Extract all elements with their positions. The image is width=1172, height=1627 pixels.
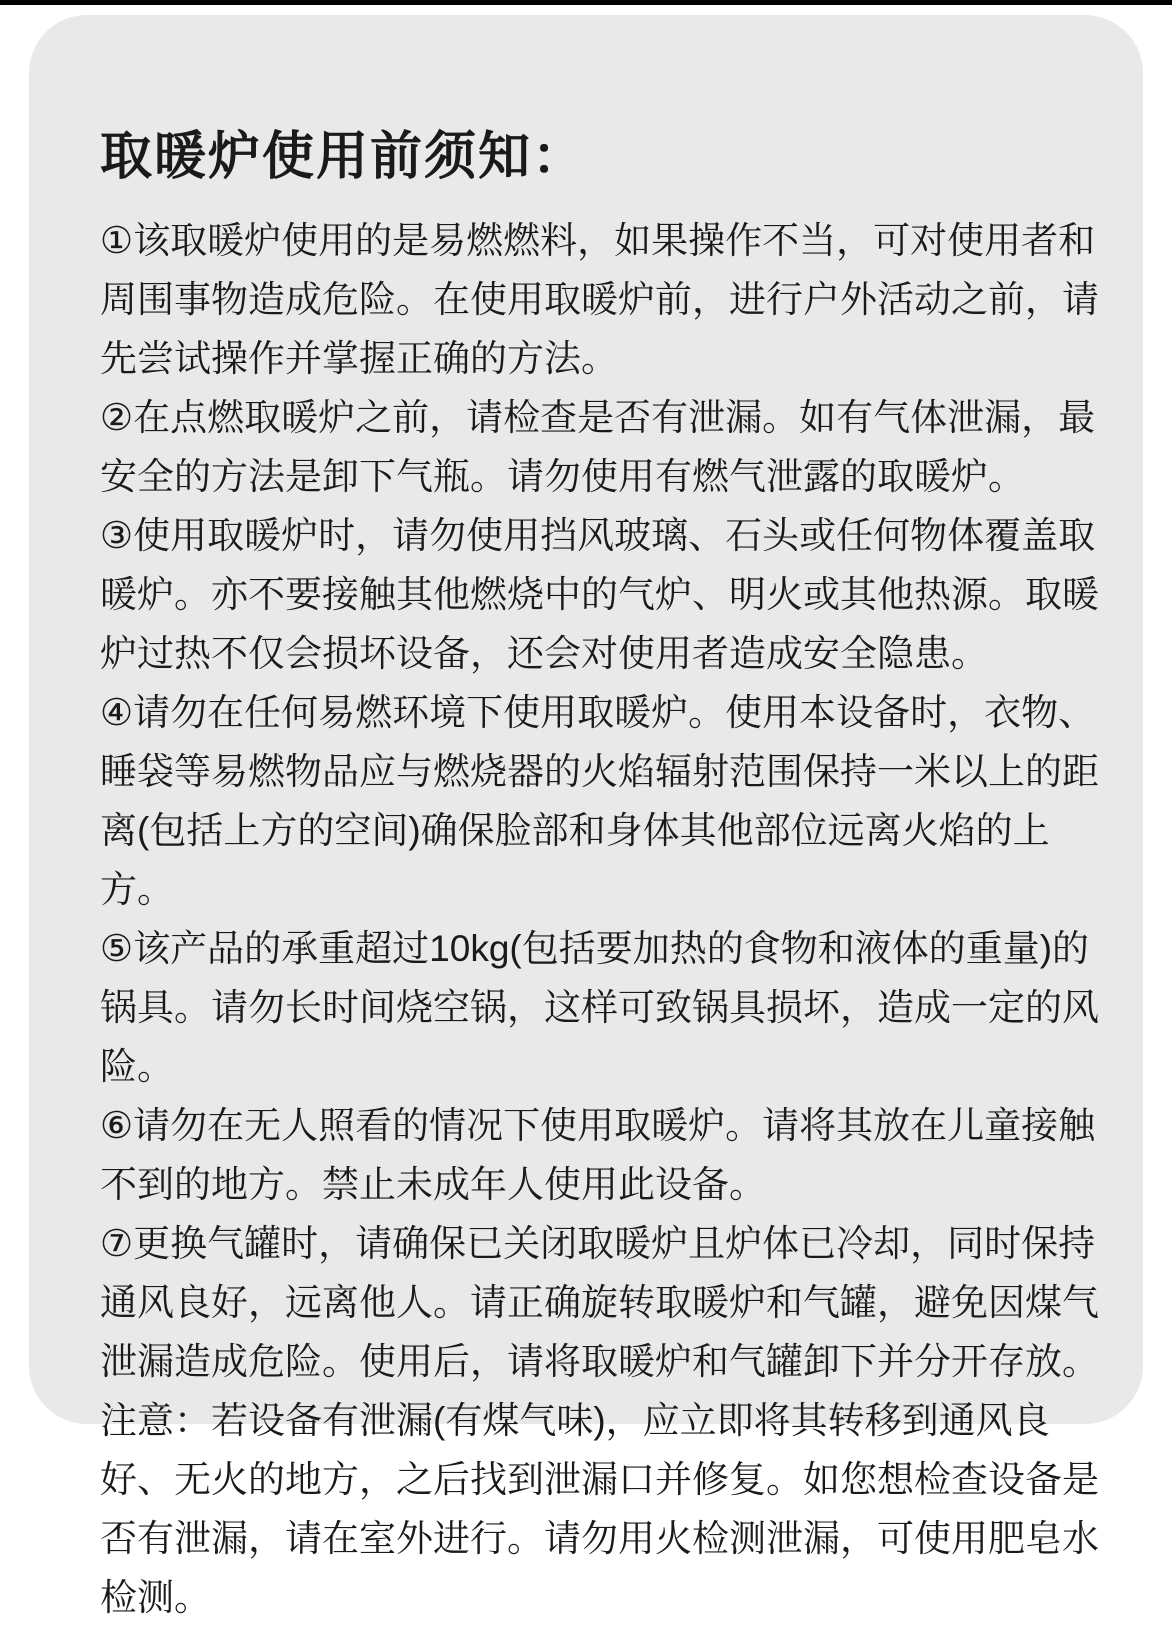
notice-title: 取暖炉使用前须知： bbox=[100, 128, 587, 186]
top-divider-bar bbox=[0, 0, 1172, 5]
notice-paragraph-note: 注意：若设备有泄漏(有煤气味)，应立即将其转移到通风良好、无火的地方，之后找到泄漏口并修复。如您想检查设备是否有泄漏，请在室外进行。请勿用火检测泄漏，可使用肥皂水检测。 bbox=[100, 1400, 1099, 1618]
notice-paragraph-7: ⑦更换气罐时，请确保已关闭取暖炉且炉体已冷却，同时保持通风良好，远离他人。请正确旋转取暖炉和气罐，避免因煤气泄漏造成危险。使用后，请将取暖炉和气罐卸下并分开存放。 bbox=[100, 1223, 1099, 1382]
notice-paragraph-6: ⑥请勿在无人照看的情况下使用取暖炉。请将其放在儿童接触不到的地方。禁止未成年人使用此设备。 bbox=[100, 1105, 1096, 1205]
notice-paragraph-5: ⑤该产品的承重超过10kg(包括要加热的食物和液体的重量)的锅具。请勿长时间烧空锅，这样可致锅具损坏，造成一定的风险。 bbox=[100, 928, 1099, 1087]
notice-paragraph-4: ④请勿在任何易燃环境下使用取暖炉。使用本设备时，衣物、睡袋等易燃物品应与燃烧器的火焰辐射范围保持一米以上的距离(包括上方的空间)确保脸部和身体其他部位远离火焰的上方。 bbox=[100, 692, 1099, 910]
notice-card bbox=[29, 15, 1143, 1618]
notice-body bbox=[100, 211, 1103, 1627]
notice-paragraph-1: ①该取暖炉使用的是易燃燃料，如果操作不当，可对使用者和周围事物造成危险。在使用取暖炉前，进行户外活动之前，请先尝试操作并掌握正确的方法。 bbox=[100, 220, 1099, 379]
notice-paragraph-2: ②在点燃取暖炉之前，请检查是否有泄漏。如有气体泄漏，最安全的方法是卸下气瓶。请勿使用有燃气泄露的取暖炉。 bbox=[100, 397, 1096, 497]
notice-paragraph-3: ③使用取暖炉时，请勿使用挡风玻璃、石头或任何物体覆盖取暖炉。亦不要接触其他燃烧中的气炉、明火或其他热源。取暖炉过热不仅会损坏设备，还会对使用者造成安全隐患。 bbox=[100, 515, 1099, 674]
